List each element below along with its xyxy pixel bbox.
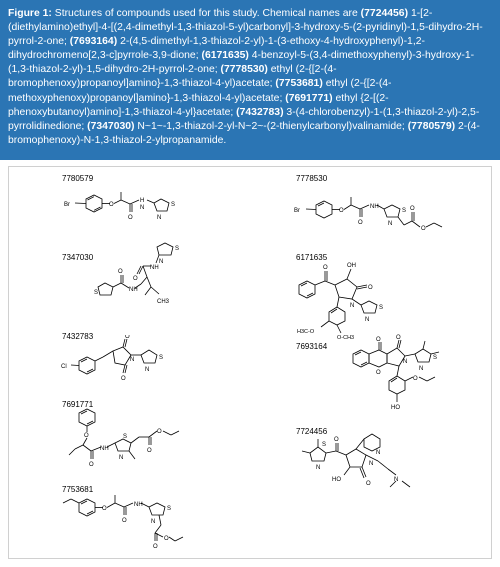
compound-name: 2-(4-bromophenoxy)-N-1,3-thiazol-2-ylpropanamide.	[8, 120, 480, 146]
compound-name: 3-(4-chlorobenzyl)-1-(1,3-thiazol-2-yl)-2,5-pyrrolidinedione;	[8, 106, 480, 132]
atom-label: N	[145, 367, 150, 373]
compound-name: ethyl {2-[(2-phenoxybutanoyl)amino]-1,3-thiazol-4-yl}acetate;	[8, 92, 389, 118]
atom-label: CH3	[157, 299, 170, 305]
atom-label: O	[358, 220, 363, 226]
atom-label: S	[167, 506, 172, 512]
atom-label: H	[140, 198, 145, 204]
atom-label: N	[130, 357, 135, 363]
atom-label: O	[376, 337, 381, 343]
compound-name: ethyl (2-{[2-(4-bromophenoxy)propanoyl]amino}-1,3-thiazol-4-yl)acetate;	[8, 64, 337, 90]
atom-label: S	[322, 442, 327, 448]
figure-caption	[0, 0, 500, 160]
compound-id: (7347030)	[87, 120, 138, 132]
compound-id: (7778530)	[220, 64, 271, 76]
atom-label: S	[159, 355, 164, 361]
compound-name: 2-(4,5-dimethyl-1,3-thiazol-2-yl)-1-(3-ethoxy-4-hydroxyphenyl)-1,2-dihydrochromeno[2,3-c]pyrrole-3,9-dione;	[8, 36, 425, 62]
atom-label: N	[316, 465, 321, 471]
atom-label: O	[125, 335, 130, 340]
compound-label: 7432783	[62, 332, 94, 341]
compound-id: (6171635)	[201, 50, 252, 62]
atom-label: N	[119, 455, 124, 461]
compound-label: 7778530	[296, 174, 328, 183]
atom-label: O	[118, 269, 123, 275]
atom-label: N	[388, 221, 393, 227]
compound-id: (7724456)	[360, 8, 411, 19]
structure-7724456	[292, 425, 487, 505]
compound-name: 4-benzoyl-5-(3,4-dimethoxyphenyl)-3-hydroxy-1-(1,3-thiazol-2-yl)-1,5-dihydro-2H-pyrrol-2-one;	[8, 50, 475, 76]
compound-id: (7693164)	[69, 36, 121, 48]
atom-label: S	[402, 208, 407, 214]
atom-label: Cl	[61, 364, 67, 370]
structure-7347030	[61, 239, 211, 319]
compound-id: (7432783)	[236, 106, 287, 118]
atom-label: O	[89, 462, 94, 468]
atom-label: N	[140, 205, 145, 211]
atom-label: O	[366, 481, 371, 487]
atom-label: S	[171, 202, 176, 208]
atom-label: NH	[370, 204, 379, 210]
atom-label: O	[121, 376, 126, 382]
atom-label: S	[94, 290, 99, 296]
atom-label: S	[379, 305, 384, 311]
compound-label: 7753681	[62, 485, 94, 494]
compound-label: 7691771	[62, 400, 94, 409]
structure-7432783	[61, 335, 211, 395]
atom-label: N	[350, 303, 355, 309]
structure-7778530	[292, 181, 487, 251]
compound-label: 6171635	[296, 253, 328, 262]
atom-label: O	[339, 208, 344, 214]
atom-label: O	[133, 276, 138, 282]
atom-label: O	[376, 370, 381, 376]
compound-name: ethyl (2-{[2-(4-methoxyphenoxy)propanoyl]amino}-1,3-thiazol-4-yl)acetate;	[8, 78, 392, 104]
atom-label: NH	[129, 287, 138, 293]
structure-7780579	[61, 181, 211, 229]
atom-label: OH	[347, 263, 356, 269]
atom-label: O	[109, 202, 114, 208]
structures-panel	[8, 166, 492, 559]
atom-label: HO	[391, 405, 400, 411]
structure-7693164	[349, 332, 489, 422]
atom-label: O	[413, 376, 418, 382]
atom-label: N	[365, 317, 370, 323]
compound-name: N~1~-1,3-thiazol-2-yl-N~2~-(2-thienylcarbonyl)valinamide;	[137, 120, 408, 132]
atom-label: N	[369, 461, 374, 467]
atom-label: O	[84, 433, 89, 439]
atom-label: Br	[294, 208, 300, 214]
atom-label: O	[396, 335, 401, 341]
atom-label: N	[376, 450, 381, 456]
compound-id: (7691771)	[285, 92, 336, 104]
atom-label: N	[394, 477, 399, 483]
atom-label: N	[159, 259, 164, 265]
atom-label: N	[403, 359, 408, 365]
compound-label: 7693164	[296, 342, 328, 351]
atom-label: S	[123, 434, 128, 440]
figure-label: Figure 1:	[8, 8, 55, 19]
atom-label: O	[323, 265, 328, 271]
atom-label: O	[368, 285, 373, 291]
atom-label: O	[164, 536, 169, 542]
atom-label: Br	[64, 202, 70, 208]
compound-label: 7724456	[296, 427, 328, 436]
atom-label: HO	[332, 477, 341, 483]
atom-label: N	[419, 366, 424, 372]
atom-label: N	[157, 215, 162, 221]
atom-label: NH	[100, 446, 109, 452]
atom-label: N	[151, 519, 156, 525]
atom-label: NH	[150, 265, 159, 271]
atom-label: O	[122, 518, 127, 524]
atom-label: O	[334, 437, 339, 443]
compound-label: 7347030	[62, 253, 94, 262]
atom-label: O	[147, 448, 152, 454]
atom-label: O	[102, 506, 107, 512]
atom-label: O	[157, 429, 162, 435]
atom-label: O	[128, 215, 133, 221]
atom-label: O-CH3	[337, 335, 355, 341]
caption-intro: Structures of compounds used for this study. Chemical names are	[54, 8, 361, 19]
compound-label: 7780579	[62, 174, 94, 183]
compound-name: 1-[2-(diethylamino)ethyl]-4-[(2,4-dimethyl-1,3-thiazol-5-yl)carbonyl]-3-hydroxy-5-(2-pyridinyl)-1,5-dihydro-2H-pyrrol-2-one;	[8, 8, 483, 48]
atom-label: NH	[134, 502, 143, 508]
structure-7753681	[61, 489, 221, 559]
atom-label: H3C-O	[297, 329, 315, 335]
structure-7691771	[61, 407, 211, 477]
atom-label: O	[421, 226, 426, 232]
compound-id: (7780579)	[407, 120, 458, 132]
atom-label: S	[433, 355, 438, 361]
compound-id: (7753681)	[275, 78, 326, 90]
atom-label: S	[175, 246, 180, 252]
atom-label: O	[153, 544, 158, 550]
atom-label: O	[410, 206, 415, 212]
